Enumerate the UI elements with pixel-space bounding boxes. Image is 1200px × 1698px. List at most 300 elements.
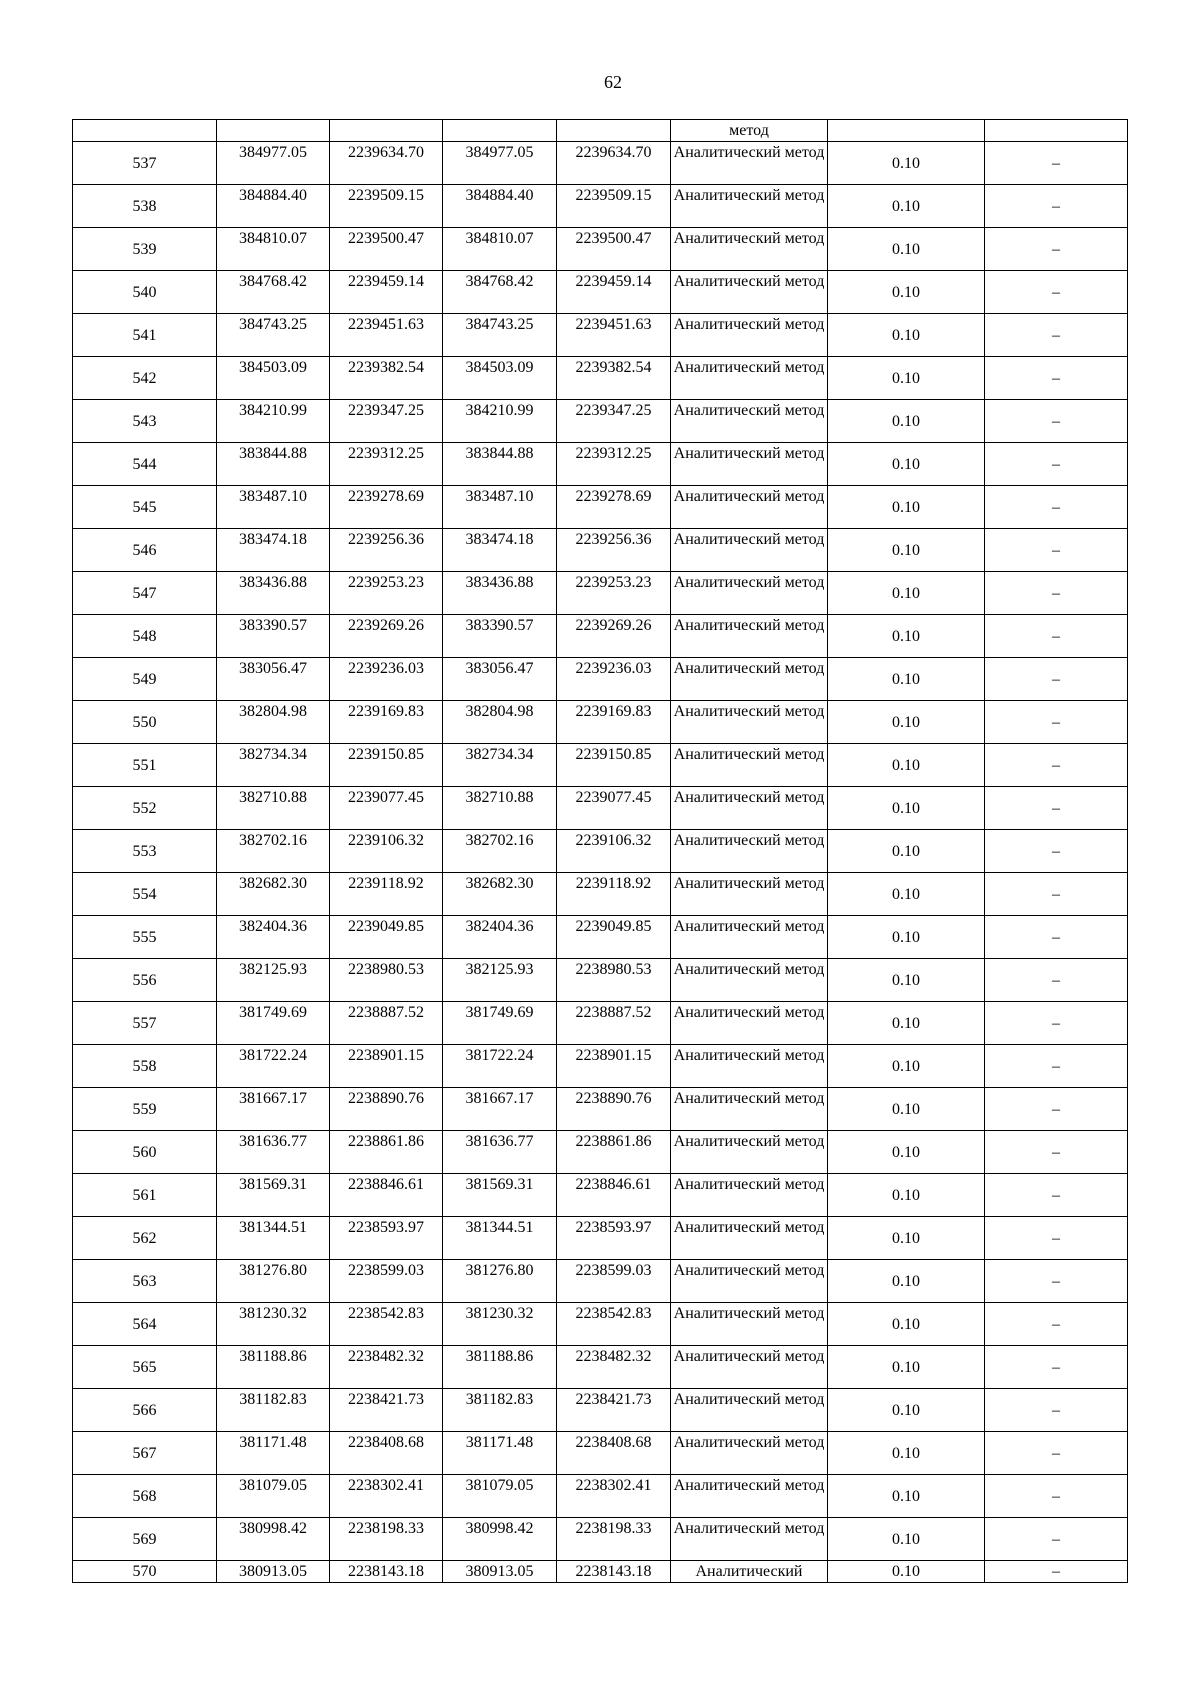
accuracy-cell: 0.10 bbox=[828, 1045, 985, 1088]
note-cell: – bbox=[985, 658, 1128, 701]
y-coordinate-cell: 2239278.69 bbox=[557, 486, 671, 529]
table-row bbox=[73, 701, 1128, 744]
y-coordinate-cell: 2239347.25 bbox=[330, 400, 443, 443]
x-coordinate-cell: 381722.24 bbox=[217, 1045, 330, 1088]
x-coordinate-cell: 382710.88 bbox=[217, 787, 330, 830]
accuracy-cell: 0.10 bbox=[828, 1303, 985, 1346]
point-number-cell: 540 bbox=[73, 271, 217, 314]
note-cell: – bbox=[985, 744, 1128, 787]
point-number-cell: 562 bbox=[73, 1217, 217, 1260]
method-cell: Аналитический метод bbox=[671, 1475, 828, 1518]
x-coordinate-cell: 381276.80 bbox=[443, 1260, 557, 1303]
table-cell bbox=[828, 120, 985, 142]
x-coordinate-cell: 380998.42 bbox=[443, 1518, 557, 1561]
point-number-cell: 537 bbox=[73, 142, 217, 185]
y-coordinate-cell: 2239509.15 bbox=[557, 185, 671, 228]
y-coordinate-cell: 2239459.14 bbox=[330, 271, 443, 314]
note-cell: – bbox=[985, 1217, 1128, 1260]
point-number-cell: 563 bbox=[73, 1260, 217, 1303]
y-coordinate-cell: 2238408.68 bbox=[330, 1432, 443, 1475]
point-number-cell: 559 bbox=[73, 1088, 217, 1131]
x-coordinate-cell: 384210.99 bbox=[443, 400, 557, 443]
accuracy-cell: 0.10 bbox=[828, 1475, 985, 1518]
y-coordinate-cell: 2238593.97 bbox=[557, 1217, 671, 1260]
accuracy-cell: 0.10 bbox=[828, 1131, 985, 1174]
x-coordinate-cell: 384743.25 bbox=[443, 314, 557, 357]
point-number-cell: 567 bbox=[73, 1432, 217, 1475]
point-number-cell: 542 bbox=[73, 357, 217, 400]
x-coordinate-cell: 383390.57 bbox=[443, 615, 557, 658]
point-number-cell: 558 bbox=[73, 1045, 217, 1088]
table-row bbox=[73, 1131, 1128, 1174]
y-coordinate-cell: 2238143.18 bbox=[330, 1561, 443, 1583]
point-number-cell: 550 bbox=[73, 701, 217, 744]
table-row bbox=[73, 830, 1128, 873]
y-coordinate-cell: 2239118.92 bbox=[330, 873, 443, 916]
table-row bbox=[73, 916, 1128, 959]
accuracy-cell: 0.10 bbox=[828, 443, 985, 486]
y-coordinate-cell: 2238890.76 bbox=[330, 1088, 443, 1131]
note-cell: – bbox=[985, 185, 1128, 228]
x-coordinate-cell: 383844.88 bbox=[443, 443, 557, 486]
method-cell: Аналитический метод bbox=[671, 314, 828, 357]
note-cell: – bbox=[985, 1518, 1128, 1561]
table-row bbox=[73, 1346, 1128, 1389]
x-coordinate-cell: 381344.51 bbox=[443, 1217, 557, 1260]
y-coordinate-cell: 2239451.63 bbox=[330, 314, 443, 357]
x-coordinate-cell: 384977.05 bbox=[217, 142, 330, 185]
table-row bbox=[73, 1432, 1128, 1475]
x-coordinate-cell: 384743.25 bbox=[217, 314, 330, 357]
accuracy-cell: 0.10 bbox=[828, 1432, 985, 1475]
x-coordinate-cell: 384503.09 bbox=[443, 357, 557, 400]
y-coordinate-cell: 2238861.86 bbox=[330, 1131, 443, 1174]
table-row bbox=[73, 142, 1128, 185]
method-cell: Аналитический метод bbox=[671, 873, 828, 916]
method-cell: Аналитический метод bbox=[671, 1346, 828, 1389]
table-row bbox=[73, 443, 1128, 486]
y-coordinate-cell: 2239278.69 bbox=[330, 486, 443, 529]
accuracy-cell: 0.10 bbox=[828, 1346, 985, 1389]
method-cell: Аналитический метод bbox=[671, 787, 828, 830]
y-coordinate-cell: 2239269.26 bbox=[330, 615, 443, 658]
y-coordinate-cell: 2239451.63 bbox=[557, 314, 671, 357]
y-coordinate-cell: 2239253.23 bbox=[557, 572, 671, 615]
table-row bbox=[73, 1002, 1128, 1045]
method-cell: Аналитический метод bbox=[671, 1518, 828, 1561]
y-coordinate-cell: 2238542.83 bbox=[557, 1303, 671, 1346]
accuracy-cell: 0.10 bbox=[828, 1260, 985, 1303]
accuracy-cell: 0.10 bbox=[828, 787, 985, 830]
method-cell: Аналитический метод bbox=[671, 1217, 828, 1260]
method-cell: Аналитический метод bbox=[671, 443, 828, 486]
method-cell: Аналитический метод bbox=[671, 572, 828, 615]
accuracy-cell: 0.10 bbox=[828, 916, 985, 959]
point-number-cell: 549 bbox=[73, 658, 217, 701]
y-coordinate-cell: 2239382.54 bbox=[557, 357, 671, 400]
x-coordinate-cell: 382702.16 bbox=[443, 830, 557, 873]
method-cell: Аналитический метод bbox=[671, 701, 828, 744]
y-coordinate-cell: 2238599.03 bbox=[330, 1260, 443, 1303]
x-coordinate-cell: 383487.10 bbox=[217, 486, 330, 529]
note-cell: – bbox=[985, 1432, 1128, 1475]
table-cell bbox=[73, 120, 217, 142]
y-coordinate-cell: 2238198.33 bbox=[557, 1518, 671, 1561]
y-coordinate-cell: 2238980.53 bbox=[330, 959, 443, 1002]
note-cell: – bbox=[985, 1174, 1128, 1217]
method-cell: Аналитический метод bbox=[671, 357, 828, 400]
note-cell: – bbox=[985, 572, 1128, 615]
accuracy-cell: 0.10 bbox=[828, 1518, 985, 1561]
y-coordinate-cell: 2238421.73 bbox=[330, 1389, 443, 1432]
method-cell: Аналитический метод bbox=[671, 615, 828, 658]
y-coordinate-cell: 2238861.86 bbox=[557, 1131, 671, 1174]
y-coordinate-cell: 2239150.85 bbox=[557, 744, 671, 787]
note-cell: – bbox=[985, 314, 1128, 357]
x-coordinate-cell: 382804.98 bbox=[443, 701, 557, 744]
y-coordinate-cell: 2238302.41 bbox=[557, 1475, 671, 1518]
note-cell: – bbox=[985, 1561, 1128, 1583]
accuracy-cell: 0.10 bbox=[828, 271, 985, 314]
note-cell: – bbox=[985, 1389, 1128, 1432]
x-coordinate-cell: 382404.36 bbox=[217, 916, 330, 959]
y-coordinate-cell: 2239077.45 bbox=[330, 787, 443, 830]
coordinates-table bbox=[72, 119, 1128, 1583]
x-coordinate-cell: 381569.31 bbox=[217, 1174, 330, 1217]
method-cell: Аналитический метод bbox=[671, 830, 828, 873]
table-row bbox=[73, 615, 1128, 658]
table-row bbox=[73, 744, 1128, 787]
note-cell: – bbox=[985, 1131, 1128, 1174]
accuracy-cell: 0.10 bbox=[828, 228, 985, 271]
note-cell: – bbox=[985, 615, 1128, 658]
note-cell: – bbox=[985, 357, 1128, 400]
note-cell: – bbox=[985, 787, 1128, 830]
accuracy-cell: 0.10 bbox=[828, 572, 985, 615]
x-coordinate-cell: 382125.93 bbox=[217, 959, 330, 1002]
method-cell: Аналитический метод bbox=[671, 1432, 828, 1475]
accuracy-cell: 0.10 bbox=[828, 830, 985, 873]
note-cell: – bbox=[985, 142, 1128, 185]
accuracy-cell: 0.10 bbox=[828, 357, 985, 400]
note-cell: – bbox=[985, 271, 1128, 314]
x-coordinate-cell: 381230.32 bbox=[217, 1303, 330, 1346]
method-cell: Аналитический метод bbox=[671, 744, 828, 787]
y-coordinate-cell: 2238901.15 bbox=[330, 1045, 443, 1088]
continuation-row bbox=[73, 120, 1128, 142]
note-cell: – bbox=[985, 1002, 1128, 1045]
x-coordinate-cell: 383390.57 bbox=[217, 615, 330, 658]
note-cell: – bbox=[985, 916, 1128, 959]
y-coordinate-cell: 2239634.70 bbox=[557, 142, 671, 185]
x-coordinate-cell: 381182.83 bbox=[217, 1389, 330, 1432]
x-coordinate-cell: 383436.88 bbox=[443, 572, 557, 615]
method-cell: Аналитический метод bbox=[671, 400, 828, 443]
page-number: 62 bbox=[604, 72, 622, 92]
y-coordinate-cell: 2238408.68 bbox=[557, 1432, 671, 1475]
table-row bbox=[73, 959, 1128, 1002]
y-coordinate-cell: 2239459.14 bbox=[557, 271, 671, 314]
x-coordinate-cell: 382734.34 bbox=[443, 744, 557, 787]
method-cell: Аналитический метод bbox=[671, 658, 828, 701]
method-cell: Аналитический метод bbox=[671, 185, 828, 228]
note-cell: – bbox=[985, 873, 1128, 916]
point-number-cell: 569 bbox=[73, 1518, 217, 1561]
y-coordinate-cell: 2238542.83 bbox=[330, 1303, 443, 1346]
table-row bbox=[73, 572, 1128, 615]
table-row bbox=[73, 400, 1128, 443]
x-coordinate-cell: 384977.05 bbox=[443, 142, 557, 185]
x-coordinate-cell: 382734.34 bbox=[217, 744, 330, 787]
point-number-cell: 546 bbox=[73, 529, 217, 572]
accuracy-cell: 0.10 bbox=[828, 529, 985, 572]
y-coordinate-cell: 2238846.61 bbox=[557, 1174, 671, 1217]
table-cell bbox=[557, 120, 671, 142]
method-cell: Аналитический метод bbox=[671, 1174, 828, 1217]
method-cell: Аналитический метод bbox=[671, 271, 828, 314]
x-coordinate-cell: 381230.32 bbox=[443, 1303, 557, 1346]
note-cell: – bbox=[985, 1303, 1128, 1346]
x-coordinate-cell: 381188.86 bbox=[443, 1346, 557, 1389]
table-row bbox=[73, 873, 1128, 916]
point-number-cell: 538 bbox=[73, 185, 217, 228]
y-coordinate-cell: 2238421.73 bbox=[557, 1389, 671, 1432]
point-number-cell: 552 bbox=[73, 787, 217, 830]
y-coordinate-cell: 2239500.47 bbox=[330, 228, 443, 271]
accuracy-cell: 0.10 bbox=[828, 1002, 985, 1045]
y-coordinate-cell: 2238482.32 bbox=[330, 1346, 443, 1389]
accuracy-cell: 0.10 bbox=[828, 486, 985, 529]
x-coordinate-cell: 383487.10 bbox=[443, 486, 557, 529]
y-coordinate-cell: 2239312.25 bbox=[557, 443, 671, 486]
accuracy-cell: 0.10 bbox=[828, 744, 985, 787]
point-number-cell: 556 bbox=[73, 959, 217, 1002]
table-row bbox=[73, 486, 1128, 529]
x-coordinate-cell: 381079.05 bbox=[217, 1475, 330, 1518]
note-cell: – bbox=[985, 1088, 1128, 1131]
point-number-cell: 570 bbox=[73, 1561, 217, 1583]
table-row bbox=[73, 1174, 1128, 1217]
accuracy-cell: 0.10 bbox=[828, 1561, 985, 1583]
table-row bbox=[73, 1561, 1128, 1583]
method-cell: Аналитический метод bbox=[671, 959, 828, 1002]
x-coordinate-cell: 380913.05 bbox=[443, 1561, 557, 1583]
y-coordinate-cell: 2238890.76 bbox=[557, 1088, 671, 1131]
x-coordinate-cell: 382682.30 bbox=[217, 873, 330, 916]
accuracy-cell: 0.10 bbox=[828, 959, 985, 1002]
x-coordinate-cell: 382710.88 bbox=[443, 787, 557, 830]
point-number-cell: 561 bbox=[73, 1174, 217, 1217]
point-number-cell: 553 bbox=[73, 830, 217, 873]
table-row bbox=[73, 1045, 1128, 1088]
y-coordinate-cell: 2239169.83 bbox=[557, 701, 671, 744]
accuracy-cell: 0.10 bbox=[828, 873, 985, 916]
y-coordinate-cell: 2239106.32 bbox=[557, 830, 671, 873]
x-coordinate-cell: 381569.31 bbox=[443, 1174, 557, 1217]
x-coordinate-cell: 381188.86 bbox=[217, 1346, 330, 1389]
y-coordinate-cell: 2238887.52 bbox=[330, 1002, 443, 1045]
y-coordinate-cell: 2239256.36 bbox=[330, 529, 443, 572]
x-coordinate-cell: 384884.40 bbox=[443, 185, 557, 228]
x-coordinate-cell: 382702.16 bbox=[217, 830, 330, 873]
y-coordinate-cell: 2239347.25 bbox=[557, 400, 671, 443]
y-coordinate-cell: 2239253.23 bbox=[330, 572, 443, 615]
note-cell: – bbox=[985, 443, 1128, 486]
x-coordinate-cell: 383056.47 bbox=[217, 658, 330, 701]
point-number-cell: 548 bbox=[73, 615, 217, 658]
table-row bbox=[73, 658, 1128, 701]
y-coordinate-cell: 2238482.32 bbox=[557, 1346, 671, 1389]
x-coordinate-cell: 384768.42 bbox=[443, 271, 557, 314]
accuracy-cell: 0.10 bbox=[828, 1217, 985, 1260]
y-coordinate-cell: 2238846.61 bbox=[330, 1174, 443, 1217]
table-row bbox=[73, 787, 1128, 830]
y-coordinate-cell: 2238143.18 bbox=[557, 1561, 671, 1583]
point-number-cell: 545 bbox=[73, 486, 217, 529]
point-number-cell: 551 bbox=[73, 744, 217, 787]
accuracy-cell: 0.10 bbox=[828, 400, 985, 443]
table-row bbox=[73, 1389, 1128, 1432]
x-coordinate-cell: 381171.48 bbox=[217, 1432, 330, 1475]
y-coordinate-cell: 2239106.32 bbox=[330, 830, 443, 873]
y-coordinate-cell: 2238599.03 bbox=[557, 1260, 671, 1303]
note-cell: – bbox=[985, 959, 1128, 1002]
table-row bbox=[73, 1217, 1128, 1260]
note-cell: – bbox=[985, 1045, 1128, 1088]
x-coordinate-cell: 383056.47 bbox=[443, 658, 557, 701]
method-cell: Аналитический метод bbox=[671, 1045, 828, 1088]
x-coordinate-cell: 382682.30 bbox=[443, 873, 557, 916]
point-number-cell: 560 bbox=[73, 1131, 217, 1174]
y-coordinate-cell: 2238302.41 bbox=[330, 1475, 443, 1518]
x-coordinate-cell: 384503.09 bbox=[217, 357, 330, 400]
point-number-cell: 539 bbox=[73, 228, 217, 271]
method-cell: Аналитический bbox=[671, 1561, 828, 1583]
method-cell: Аналитический метод bbox=[671, 916, 828, 959]
point-number-cell: 554 bbox=[73, 873, 217, 916]
x-coordinate-cell: 384884.40 bbox=[217, 185, 330, 228]
y-coordinate-cell: 2239236.03 bbox=[557, 658, 671, 701]
x-coordinate-cell: 381749.69 bbox=[217, 1002, 330, 1045]
y-coordinate-cell: 2239256.36 bbox=[557, 529, 671, 572]
x-coordinate-cell: 381667.17 bbox=[443, 1088, 557, 1131]
method-cell: Аналитический метод bbox=[671, 1303, 828, 1346]
table-row bbox=[73, 1260, 1128, 1303]
x-coordinate-cell: 381636.77 bbox=[217, 1131, 330, 1174]
y-coordinate-cell: 2238887.52 bbox=[557, 1002, 671, 1045]
point-number-cell: 568 bbox=[73, 1475, 217, 1518]
method-cell: Аналитический метод bbox=[671, 1002, 828, 1045]
y-coordinate-cell: 2239634.70 bbox=[330, 142, 443, 185]
accuracy-cell: 0.10 bbox=[828, 142, 985, 185]
table-cell bbox=[330, 120, 443, 142]
x-coordinate-cell: 381344.51 bbox=[217, 1217, 330, 1260]
table-row bbox=[73, 228, 1128, 271]
x-coordinate-cell: 384810.07 bbox=[443, 228, 557, 271]
table-row bbox=[73, 314, 1128, 357]
point-number-cell: 557 bbox=[73, 1002, 217, 1045]
x-coordinate-cell: 384810.07 bbox=[217, 228, 330, 271]
y-coordinate-cell: 2239382.54 bbox=[330, 357, 443, 400]
y-coordinate-cell: 2239236.03 bbox=[330, 658, 443, 701]
x-coordinate-cell: 383474.18 bbox=[443, 529, 557, 572]
note-cell: – bbox=[985, 486, 1128, 529]
table-cell bbox=[443, 120, 557, 142]
accuracy-cell: 0.10 bbox=[828, 1389, 985, 1432]
y-coordinate-cell: 2239150.85 bbox=[330, 744, 443, 787]
note-cell: – bbox=[985, 1475, 1128, 1518]
note-cell: – bbox=[985, 1346, 1128, 1389]
x-coordinate-cell: 383436.88 bbox=[217, 572, 330, 615]
x-coordinate-cell: 381722.24 bbox=[443, 1045, 557, 1088]
x-coordinate-cell: 382804.98 bbox=[217, 701, 330, 744]
point-number-cell: 543 bbox=[73, 400, 217, 443]
table-row bbox=[73, 185, 1128, 228]
y-coordinate-cell: 2239077.45 bbox=[557, 787, 671, 830]
x-coordinate-cell: 380998.42 bbox=[217, 1518, 330, 1561]
accuracy-cell: 0.10 bbox=[828, 615, 985, 658]
y-coordinate-cell: 2239118.92 bbox=[557, 873, 671, 916]
x-coordinate-cell: 384768.42 bbox=[217, 271, 330, 314]
x-coordinate-cell: 381171.48 bbox=[443, 1432, 557, 1475]
accuracy-cell: 0.10 bbox=[828, 658, 985, 701]
method-cell: Аналитический метод bbox=[671, 1389, 828, 1432]
x-coordinate-cell: 384210.99 bbox=[217, 400, 330, 443]
table-row bbox=[73, 529, 1128, 572]
y-coordinate-cell: 2238980.53 bbox=[557, 959, 671, 1002]
point-number-cell: 564 bbox=[73, 1303, 217, 1346]
x-coordinate-cell: 381749.69 bbox=[443, 1002, 557, 1045]
y-coordinate-cell: 2239509.15 bbox=[330, 185, 443, 228]
method-cell: Аналитический метод bbox=[671, 142, 828, 185]
x-coordinate-cell: 382404.36 bbox=[443, 916, 557, 959]
table-row bbox=[73, 1303, 1128, 1346]
y-coordinate-cell: 2238593.97 bbox=[330, 1217, 443, 1260]
point-number-cell: 547 bbox=[73, 572, 217, 615]
x-coordinate-cell: 383844.88 bbox=[217, 443, 330, 486]
accuracy-cell: 0.10 bbox=[828, 1088, 985, 1131]
method-cell: Аналитический метод bbox=[671, 1131, 828, 1174]
point-number-cell: 555 bbox=[73, 916, 217, 959]
table-row bbox=[73, 1088, 1128, 1131]
method-cell: Аналитический метод bbox=[671, 1260, 828, 1303]
method-cell: метод bbox=[671, 120, 828, 142]
x-coordinate-cell: 381079.05 bbox=[443, 1475, 557, 1518]
y-coordinate-cell: 2238198.33 bbox=[330, 1518, 443, 1561]
x-coordinate-cell: 381667.17 bbox=[217, 1088, 330, 1131]
note-cell: – bbox=[985, 830, 1128, 873]
x-coordinate-cell: 383474.18 bbox=[217, 529, 330, 572]
method-cell: Аналитический метод bbox=[671, 486, 828, 529]
table-row bbox=[73, 1475, 1128, 1518]
table-cell bbox=[217, 120, 330, 142]
y-coordinate-cell: 2238901.15 bbox=[557, 1045, 671, 1088]
note-cell: – bbox=[985, 701, 1128, 744]
table-row bbox=[73, 357, 1128, 400]
accuracy-cell: 0.10 bbox=[828, 701, 985, 744]
method-cell: Аналитический метод bbox=[671, 1088, 828, 1131]
point-number-cell: 544 bbox=[73, 443, 217, 486]
y-coordinate-cell: 2239049.85 bbox=[330, 916, 443, 959]
x-coordinate-cell: 381636.77 bbox=[443, 1131, 557, 1174]
table-cell bbox=[985, 120, 1128, 142]
accuracy-cell: 0.10 bbox=[828, 1174, 985, 1217]
method-cell: Аналитический метод bbox=[671, 529, 828, 572]
note-cell: – bbox=[985, 1260, 1128, 1303]
y-coordinate-cell: 2239500.47 bbox=[557, 228, 671, 271]
x-coordinate-cell: 382125.93 bbox=[443, 959, 557, 1002]
x-coordinate-cell: 381276.80 bbox=[217, 1260, 330, 1303]
